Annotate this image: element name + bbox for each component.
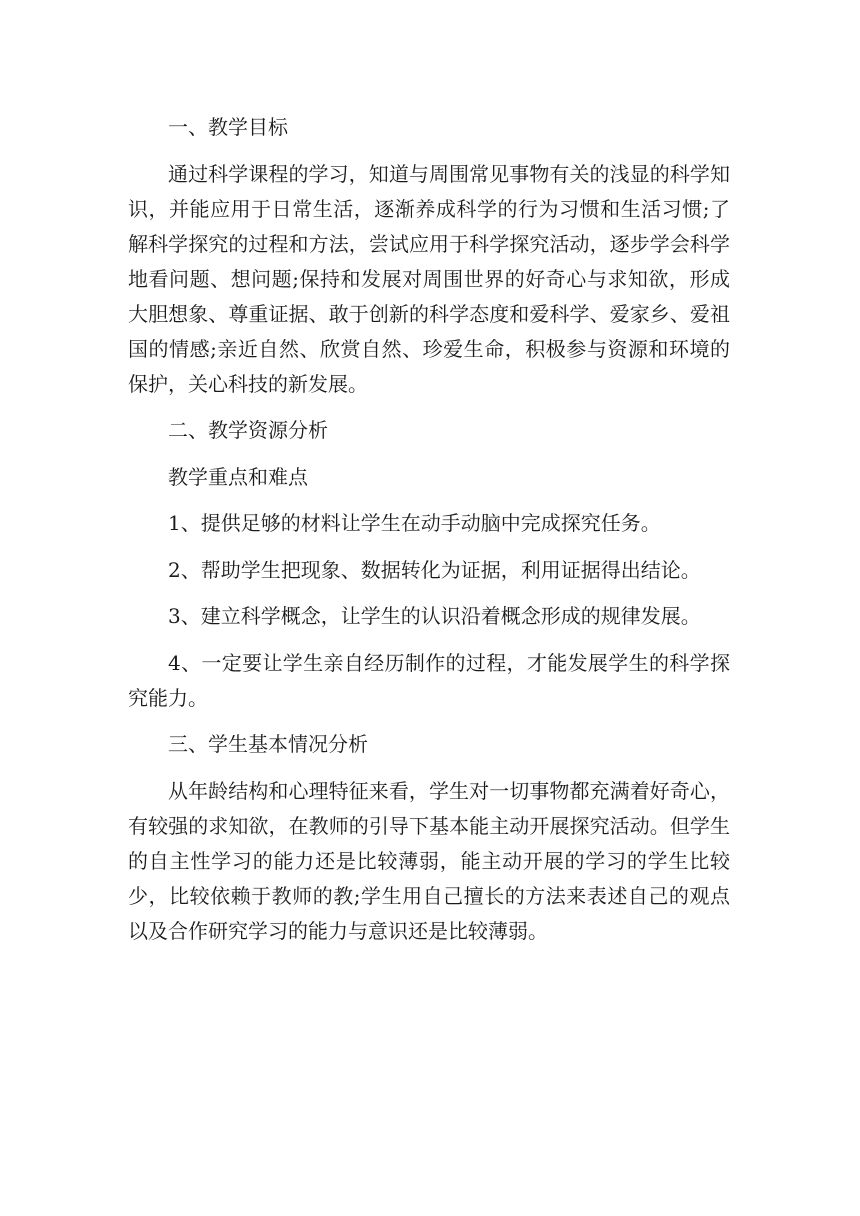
list-item-3: 3、建立科学概念，让学生的认识沿着概念形成的规律发展。 — [168, 604, 701, 628]
paragraph-teaching-goals: 通过科学课程的学习，知道与周围常见事物有关的浅显的科学知识，并能应用于日常生活，逐渐养成科学的行为习惯和生活习惯;了解科学探究的过程和方法，尝试应用于科学探究活动，逐步学会科学地看问题、想问题;保持和发展对周围世界的好奇心与求知欲，形成大胆想象、尊重证据、敢于创新的科学态度和爱科学、爱家乡、爱祖国的情感;亲近自然、欣赏自然、珍爱生命，积极参与资源和环境的保护，关心科技的新发展。 — [128, 161, 730, 396]
list-item-4: 4、一定要让学生亲自经历制作的过程，才能发展学生的科学探究能力。 — [128, 650, 730, 710]
section-heading-teaching-goals: 一、教学目标 — [168, 115, 288, 139]
subheading-key-points: 教学重点和难点 — [168, 464, 308, 489]
section-heading-resource-analysis: 二、教学资源分析 — [168, 418, 328, 442]
list-item-1: 1、提供足够的材料让学生在动手动脑中完成探究任务。 — [168, 511, 661, 535]
section-heading-student-analysis: 三、学生基本情况分析 — [168, 732, 368, 756]
paragraph-student-analysis: 从年龄结构和心理特征来看，学生对一切事物都充满着好奇心，有较强的求知欲，在教师的引导下基本能主动开展探究活动。但学生的自主性学习的能力还是比较薄弱，能主动开展的学习的学生比较少，比较依赖于教师的教;学生用自己擅长的方法来表述自己的观点以及合作研究学习的能力与意识还是比较薄弱。 — [128, 778, 730, 943]
list-item-2: 2、帮助学生把现象、数据转化为证据，利用证据得出结论。 — [168, 557, 701, 582]
document-body — [128, 110, 730, 960]
